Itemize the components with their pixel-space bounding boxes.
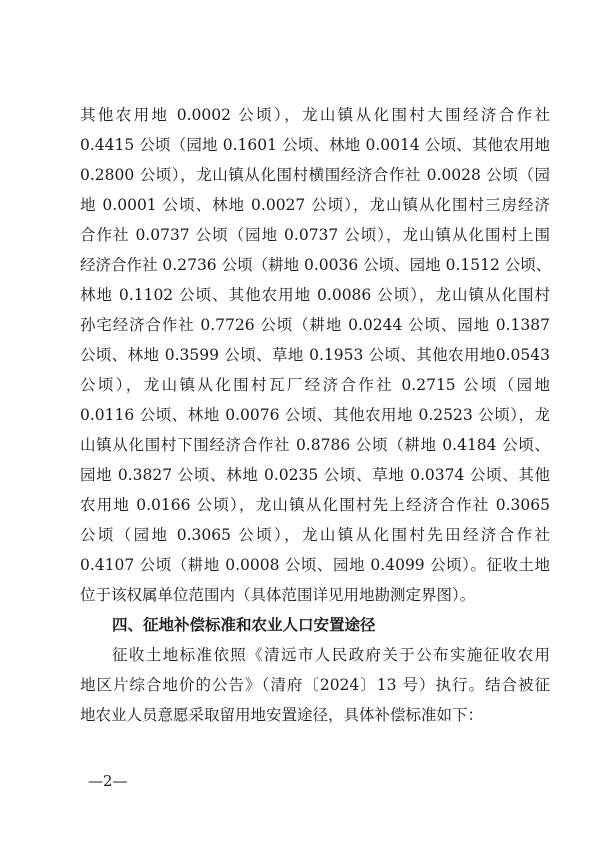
text-line: 园地 0.3827 公顷、林地 0.0235 公顷、草地 0.0374 公顷、其他: [80, 466, 550, 484]
text-line: 公顷），龙山镇从化围村瓦厂经济合作社 0.2715 公顷（园地: [80, 376, 550, 394]
text-line: 山镇从化围村下围经济合作社 0.8786 公顷（耕地 0.4184 公顷、: [80, 436, 550, 454]
text-line: 合作社 0.0737 公顷（园地 0.0737 公顷），龙山镇从化围村上围: [80, 226, 550, 244]
text-line: 0.4415 公顷（园地 0.1601 公顷、林地 0.0014 公顷、其他农用地: [80, 136, 550, 154]
text-line: 0.0116 公顷、林地 0.0076 公顷、其他农用地 0.2523 公顷），龙: [80, 406, 550, 424]
text-line: 0.2800 公顷），龙山镇从化围村横围经济合作社 0.0028 公顷（园: [80, 166, 550, 184]
text-line: 农用地 0.0166 公顷），龙山镇从化围村先上经济合作社 0.3065: [80, 496, 550, 514]
text-line: 公顷、林地 0.3599 公顷、草地 0.1953 公顷、其他农用地0.0543: [80, 346, 550, 364]
text-line: 孙宅经济合作社 0.7726 公顷（耕地 0.0244 公顷、园地 0.1387: [80, 316, 550, 334]
text-line: 位于该权属单位范围内（具体范围详见用地勘测定界图）。: [80, 586, 476, 604]
section-heading: 四、征地补偿标准和农业人口安置途径: [112, 616, 376, 634]
page-number: —2—: [88, 772, 128, 790]
text-line: 地农业人员意愿采取留用地安置途径，具体补偿标准如下：: [80, 706, 484, 724]
text-line: 其他农用地 0.0002 公顷），龙山镇从化围村大围经济合作社: [80, 106, 550, 124]
text-line: 征收土地标准依照《清远市人民政府关于公布实施征收农用: [112, 646, 550, 664]
text-line: 林地 0.1102 公顷、其他农用地 0.0086 公顷），龙山镇从化围村: [80, 286, 550, 304]
document-body: [80, 100, 550, 730]
text-line: 地 0.0001 公顷、林地 0.0027 公顷），龙山镇从化围村三房经济: [80, 196, 550, 214]
text-line: 经济合作社 0.2736 公顷（耕地 0.0036 公顷、园地 0.1512 公顷、: [80, 256, 552, 274]
text-line: 0.4107 公顷（耕地 0.0008 公顷、园地 0.4099 公顷）。征收土地: [80, 556, 550, 574]
text-line: 地区片综合地价的公告》（清府〔2024〕13 号）执行。结合被征: [80, 676, 550, 694]
text-line: 公顷（园地 0.3065 公顷），龙山镇从化围村先田经济合作社: [80, 526, 550, 544]
